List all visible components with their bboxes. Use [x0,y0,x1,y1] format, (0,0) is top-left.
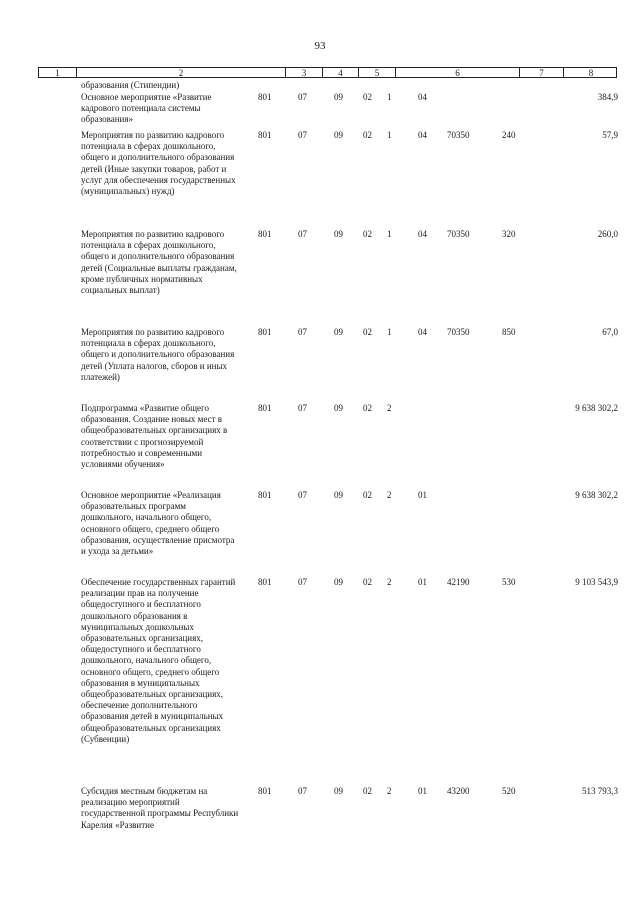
cell-subprog: 1 [387,229,392,239]
cell-direction: 70350 [447,130,470,140]
header-cell-2: 2 [77,68,286,77]
cell-amount: 57,9 [602,130,618,140]
cell-code-4: 07 [298,327,307,337]
row-description: Основное мероприятие «Реализация образовательных программ дошкольного, начального общего, основного общего, среднего общего образования, осуществление присмотра и ухода за детьми» [81,490,235,557]
cell-code-4: 07 [298,403,307,413]
row-description: Мероприятия по развитию кадрового потенциала в сферах дошкольного, общего и дополнительного образования детей (Иные закупки товаров, работ и услуг для обеспечения государственных (муниципальных) нужд) [81,130,236,197]
cell-code-3: 801 [258,229,272,239]
cell-code-7: 240 [502,130,516,140]
cell-subprog: 2 [387,403,392,413]
row-description: Мероприятия по развитию кадрового потенциала в сферах дошкольного, общего и дополнительного образования детей (Социальные выплаты гражданам, кроме публичных нормативных социальных выплат) [81,229,237,296]
cell-code-7: 530 [502,577,516,587]
header-cell-4: 4 [323,68,359,77]
cell-event: 04 [418,327,427,337]
cell-prog: 02 [363,490,372,500]
cell-event: 01 [418,577,427,587]
cell-amount: 384,9 [597,92,618,102]
cell-code-3: 801 [258,403,272,413]
cell-code-7: 520 [502,786,516,796]
row-description: Обеспечение государственных гарантий реализации прав на получение общедоступного и бесплатного дошкольного образования в муниципальных дошкольных образовательных организациях, общедоступного и бесплатного дошкольного, начального общего, основного общего, среднего общего образования в муниципальных общеобразовательных организациях, обеспечение дополнительного образования детей в муниципальных общеобразовательных организациях (Субвенции) [81,577,236,744]
row-description: Основное мероприятие «Развитие кадрового потенциала системы образования» [81,92,212,125]
cell-amount: 260,0 [597,229,618,239]
cell-code-3: 801 [258,490,272,500]
cell-prog: 02 [363,577,372,587]
cell-prog: 02 [363,327,372,337]
cell-code-3: 801 [258,786,272,796]
cell-prog: 02 [363,130,372,140]
row-description: Подпрограмма «Развитие общего образования. Создание новых мест в общеобразовательных организациях в соответствии с прогнозируемой потребностью и современными условиями обучения» [81,403,228,470]
cell-code-5: 09 [334,229,343,239]
cell-direction: 43200 [447,786,470,796]
cell-code-5: 09 [334,403,343,413]
cell-subprog: 2 [387,786,392,796]
cell-code-5: 09 [334,490,343,500]
cell-subprog: 2 [387,490,392,500]
cell-amount: 9 638 302,2 [575,403,618,413]
cell-event: 04 [418,130,427,140]
cell-code-5: 09 [334,327,343,337]
cell-code-4: 07 [298,577,307,587]
cell-event: 04 [418,229,427,239]
row-description: Мероприятия по развитию кадрового потенциала в сферах дошкольного, общего и дополнительного образования детей (Уплата налогов, сборов и иных платежей) [81,327,235,382]
cell-code-3: 801 [258,130,272,140]
header-cell-5: 5 [359,68,396,77]
header-cell-6: 6 [396,68,520,77]
cell-code-5: 09 [334,130,343,140]
cell-amount: 513 793,3 [582,786,618,796]
page-number: 93 [314,40,326,52]
cell-amount: 9 103 543,9 [575,577,618,587]
cell-prog: 02 [363,786,372,796]
cell-event: 01 [418,490,427,500]
cell-code-4: 07 [298,92,307,102]
cell-code-4: 07 [298,490,307,500]
cell-prog: 02 [363,92,372,102]
header-cell-3: 3 [286,68,323,77]
carryover-desc: образования (Стипендии) [81,80,180,90]
cell-code-3: 801 [258,327,272,337]
cell-direction: 42190 [447,577,470,587]
cell-prog: 02 [363,229,372,239]
cell-code-3: 801 [258,577,272,587]
cell-subprog: 1 [387,130,392,140]
cell-code-4: 07 [298,130,307,140]
cell-amount: 67,0 [602,327,618,337]
cell-code-4: 07 [298,229,307,239]
cell-subprog: 1 [387,327,392,337]
row-description: Субсидия местным бюджетам на реализацию мероприятий государственной программы Республики Карелия «Развитие [81,786,239,830]
cell-code-4: 07 [298,786,307,796]
cell-subprog: 2 [387,577,392,587]
cell-code-5: 09 [334,577,343,587]
cell-event: 01 [418,786,427,796]
cell-code-5: 09 [334,786,343,796]
header-cell-8: 8 [588,68,594,78]
header-cell-7: 7 [520,68,564,77]
cell-subprog: 1 [387,92,392,102]
cell-direction: 70350 [447,327,470,337]
cell-code-7: 850 [502,327,516,337]
table-header [38,67,617,78]
cell-code-5: 09 [334,92,343,102]
cell-code-7: 320 [502,229,516,239]
cell-event: 04 [418,92,427,102]
cell-amount: 9 638 302,2 [575,490,618,500]
header-cell-1: 1 [39,68,77,77]
cell-direction: 70350 [447,229,470,239]
cell-prog: 02 [363,403,372,413]
cell-code-3: 801 [258,92,272,102]
